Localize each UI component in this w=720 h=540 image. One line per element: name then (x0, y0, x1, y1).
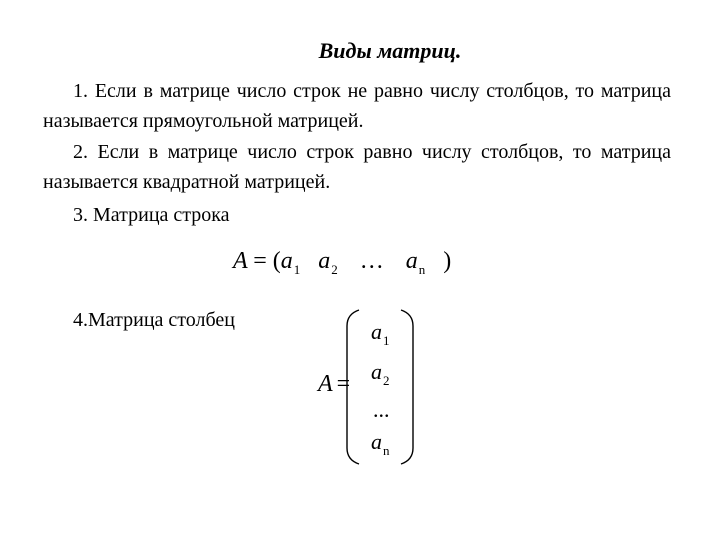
slide-title: Виды матриц. (318, 38, 462, 63)
column-matrix-lhs: A = (318, 371, 351, 397)
column-matrix-ellipsis: ... (373, 397, 390, 422)
row-matrix-formula (233, 244, 451, 281)
row-matrix-entry: $a_1$ (280, 248, 301, 277)
row-matrix-lhs: A (233, 248, 248, 274)
column-matrix-entry: $a_n$ (371, 429, 390, 458)
row-matrix-entry: $a_2$ (318, 248, 338, 277)
column-matrix-entry: $a_2$ (371, 359, 390, 388)
row-matrix-equals: = (253, 248, 267, 274)
column-matrix-entry: $a_1$ (371, 319, 390, 348)
paragraph-rectangular-matrix: 1. Если в матрице число строк не равно числу столбцов, то матрица называется прямоугольной матрицей. (43, 80, 671, 132)
item-row-matrix-label: 3. Матрица строка (73, 204, 230, 226)
paragraph-square-matrix: 2. Если в матрице число строк равно числу столбцов, то матрица называется квадратной матрицей. (43, 141, 671, 193)
row-matrix-close-paren: ) (443, 248, 452, 274)
row-matrix-open-paren: ( (272, 248, 281, 274)
row-matrix-ellipsis: … (359, 248, 384, 274)
column-matrix (345, 308, 415, 466)
item-column-matrix-label: 4.Матрица столбец (73, 309, 235, 331)
row-matrix-entry: $a_n$ (405, 248, 426, 277)
